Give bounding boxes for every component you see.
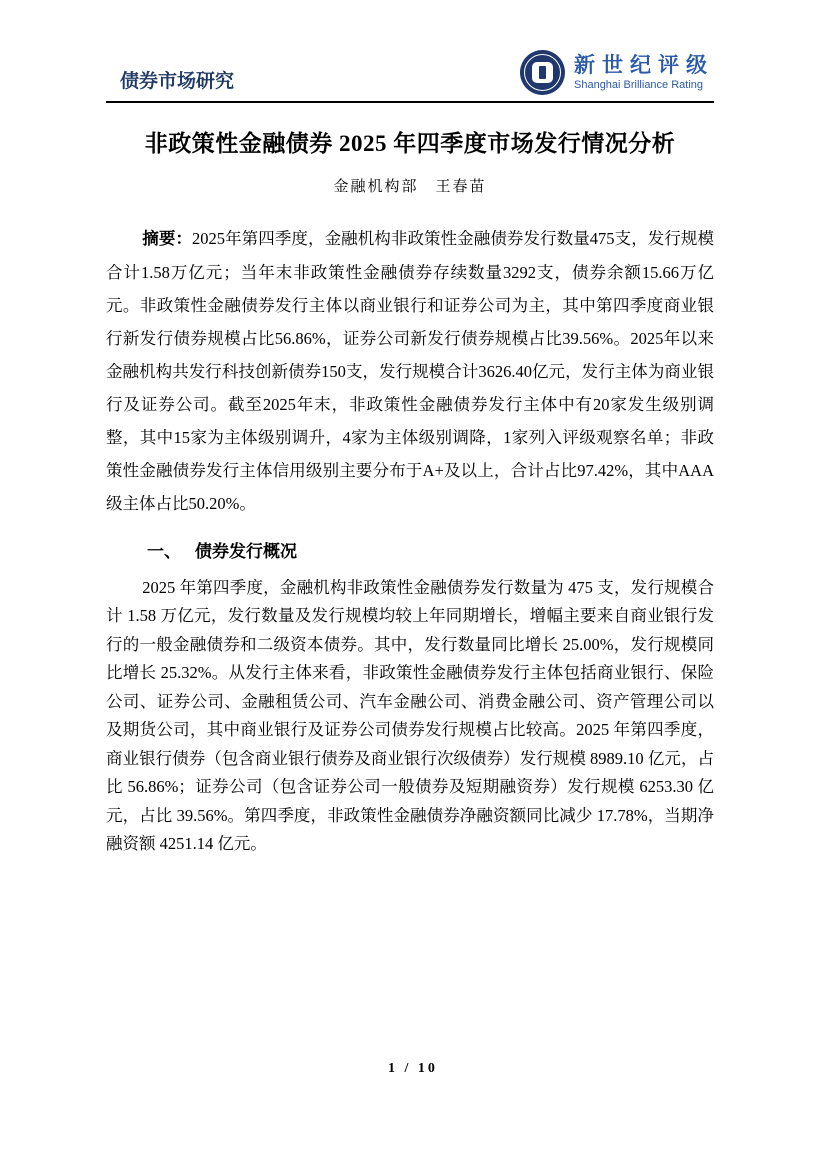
abstract-paragraph bbox=[106, 222, 714, 520]
brand-logo bbox=[520, 50, 714, 95]
page-footer bbox=[0, 1061, 826, 1077]
page-content bbox=[106, 0, 714, 859]
brand-emblem-icon bbox=[520, 50, 565, 95]
body-paragraph: 2025 年第四季度，金融机构非政策性金融债券发行数量为 475 支，发行规模合计 1.58 万亿元，发行数量及发行规模均较上年同期增长，增幅主要来自商业银行发行的一般金融债券和二级资本债券。其中，发行数量同比增长 25.00%，发行规模同比增长 25.32%。从发行主体来看，非政策性金融债券发行主体包括商业银行、保险公司、证券公司、金融租赁公司、汽车金融公司、消费金融公司、资产管理公司以及期货公司，其中商业银行及证券公司债券发行规模占比较高。2025 年第四季度，商业银行债券（包含商业银行债券及商业银行次级债券）发行规模 8989.10 亿元，占比 56.86%；证券公司（包含证券公司一般债券及短期融资券）发行规模 6253.30 亿元，占比 39.56%。第四季度，非政策性金融债券净融资额同比减少 17.78%，当期净融资额 4251.14 亿元。 bbox=[106, 577, 714, 854]
abstract-text: 2025年第四季度，金融机构非政策性金融债券发行数量475支，发行规模合计1.58万亿元；当年末非政策性金融债券存续数量3292支，债券余额15.66万亿元。非政策性金融债券发行主体以商业银行和证券公司为主，其中第四季度商业银行新发行债券规模占比56.86%，证券公司新发行债券规模占比39.56%。2025年以来金融机构共发行科技创新债券150支，发行规模合计3626.40亿元，发行主体为商业银行及证券公司。截至2025年末，非政策性金融债券发行主体中有20家发生级别调整，其中15家为主体级别调升，4家为主体级别调降，1家列入评级观察名单；非政策性金融债券发行主体信用级别主要分布于A+及以上，合计占比97.42%，其中AAA级主体占比50.20%。 bbox=[106, 228, 715, 513]
section-heading bbox=[106, 538, 714, 566]
section-number: 一、 bbox=[147, 541, 181, 561]
brand-name-en: Shanghai Brilliance Rating bbox=[574, 79, 704, 92]
emblem-core-shape bbox=[532, 62, 553, 83]
section-title: 债券发行概况 bbox=[195, 541, 297, 561]
emblem-bar-shape bbox=[539, 66, 546, 79]
page-indicator: 1 / 10 bbox=[388, 1061, 438, 1076]
abstract-label: 摘要： bbox=[142, 229, 193, 248]
page-title: 非政策性金融债券 2025 年四季度市场发行情况分析 bbox=[144, 131, 676, 156]
brand-name-cn: 新世纪评级 bbox=[574, 52, 714, 77]
header-section-label: 债券市场研究 bbox=[120, 71, 235, 92]
page-header bbox=[106, 0, 714, 103]
brand-logo-text bbox=[574, 54, 714, 91]
byline: 金融机构部 王春苗 bbox=[333, 178, 487, 195]
